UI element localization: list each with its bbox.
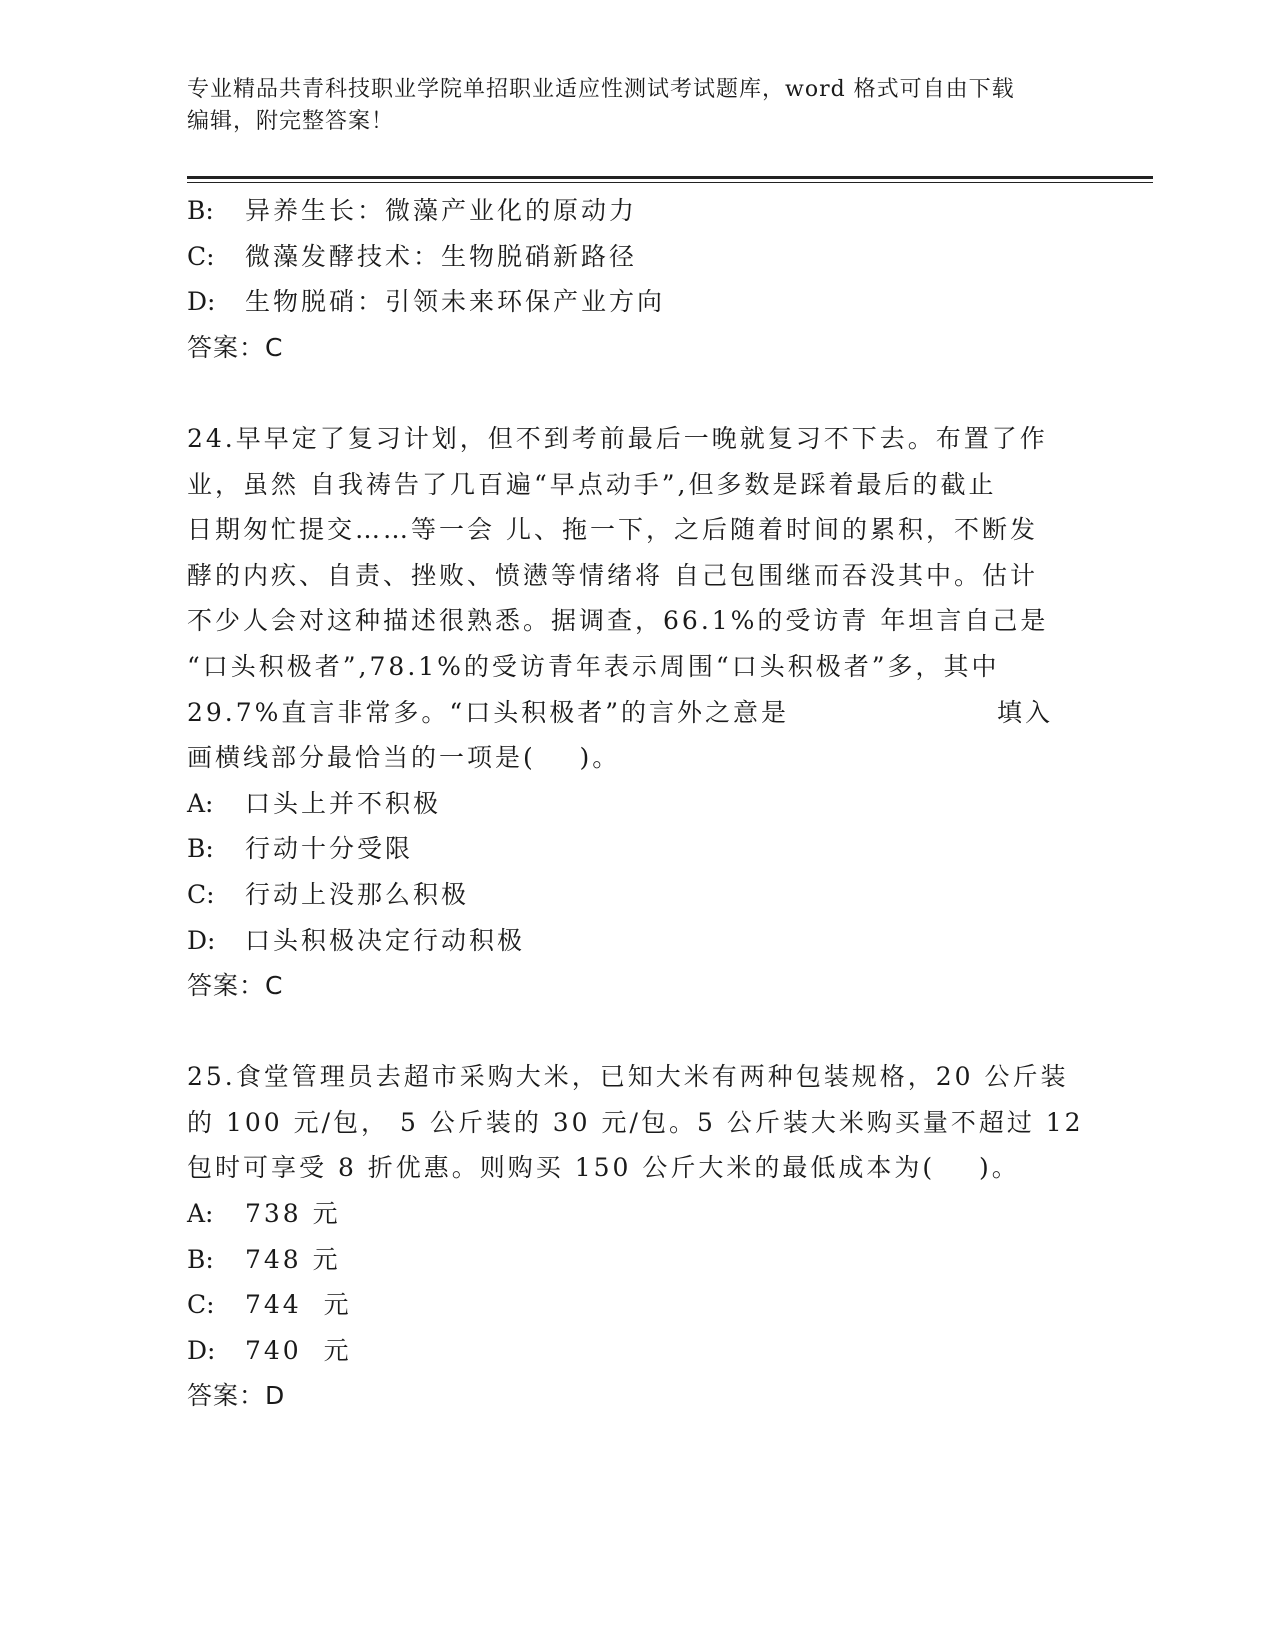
prev-question-options [187, 188, 1087, 325]
option-key: A: [187, 788, 214, 818]
question-24-line: 日期匆忙提交……等一会 儿、拖一下，之后随着时间的累积，不断发 [187, 515, 1038, 545]
option-c [187, 234, 1087, 280]
page-header [187, 74, 1067, 138]
option-text: 740 元 [245, 1335, 352, 1365]
question-24-line: 24.早早定了复习计划，但不到考前最后一晚就复习不下去。布置了作 [187, 423, 1048, 453]
option-c [187, 872, 1087, 918]
option-text: 口头积极决定行动积极 [245, 925, 526, 955]
option-key: B: [187, 834, 214, 864]
question-24-line: 业，虽然 自我祷告了几百遍“早点动手”,但多数是踩着最后的截止 [187, 469, 997, 499]
option-key: D: [187, 1335, 216, 1365]
question-24 [187, 416, 1087, 781]
option-key: D: [187, 287, 216, 317]
spacer [187, 370, 1087, 416]
option-key: D: [187, 925, 216, 955]
option-a [187, 781, 1087, 827]
option-text: 口头上并不积极 [245, 788, 442, 818]
option-key: C: [187, 241, 215, 271]
option-text: 异养生长：微藻产业化的原动力 [245, 196, 638, 225]
option-text: 行动十分受限 [245, 834, 414, 864]
option-b [187, 826, 1087, 872]
question-24-line: 酵的内疚、自责、挫败、愤懑等情绪将 自己包围继而吞没其中。估计 [187, 560, 1038, 590]
option-text: 微藻发酵技术：生物脱硝新路径 [245, 241, 638, 271]
header-rule-thick [187, 176, 1153, 179]
question-24-line: “口头积极者”,78.1%的受访青年表示周围“口头积极者”多，其中 [187, 651, 1000, 681]
option-key: C: [187, 879, 215, 909]
option-d [187, 918, 1087, 964]
option-key: B: [187, 196, 214, 225]
question-25-answer: 答案：D [187, 1381, 286, 1411]
option-a [187, 1191, 1087, 1237]
question-25 [187, 1054, 1087, 1191]
spacer [187, 1009, 1087, 1055]
prev-question-answer: 答案：C [187, 332, 284, 362]
question-25-options [187, 1191, 1087, 1373]
document-content [187, 188, 1087, 1419]
question-24-answer: 答案：C [187, 971, 284, 1001]
question-25-line: 包时可享受 8 折优惠。则购买 150 公斤大米的最低成本为( )。 [187, 1153, 1020, 1183]
option-c [187, 1282, 1087, 1328]
header-line-1: 专业精品共青科技职业学院单招职业适应性测试考试题库，word 格式可自由下载 [187, 77, 1015, 102]
question-24-line: 29.7%直言非常多。“口头积极者”的言外之意是 填入 [187, 697, 1053, 727]
header-line-2: 编辑，附完整答案！ [187, 109, 395, 134]
header-rule-thin [187, 182, 1153, 183]
option-d [187, 1328, 1087, 1374]
option-text: 生物脱硝：引领未来环保产业方向 [245, 287, 666, 317]
option-d [187, 279, 1087, 325]
option-b [187, 1237, 1087, 1283]
question-24-line: 不少人会对这种描述很熟悉。据调查，66.1%的受访青 年坦言自己是 [187, 606, 1049, 636]
option-text: 744 元 [245, 1290, 352, 1320]
option-key: C: [187, 1290, 215, 1320]
option-text: 748 元 [245, 1244, 341, 1274]
option-key: B: [187, 1244, 214, 1274]
option-b [187, 188, 1087, 234]
question-25-line: 25.食堂管理员去超市采购大米，已知大米有两种包装规格，20 公斤装 [187, 1062, 1069, 1092]
question-24-line: 画横线部分最恰当的一项是( )。 [187, 743, 621, 773]
option-key: A: [187, 1199, 214, 1229]
question-25-line: 的 100 元/包， 5 公斤装的 30 元/包。5 公斤装大米购买量不超过 12 [187, 1107, 1084, 1137]
option-text: 行动上没那么积极 [245, 879, 470, 909]
option-text: 738 元 [245, 1199, 341, 1229]
question-24-options [187, 781, 1087, 963]
